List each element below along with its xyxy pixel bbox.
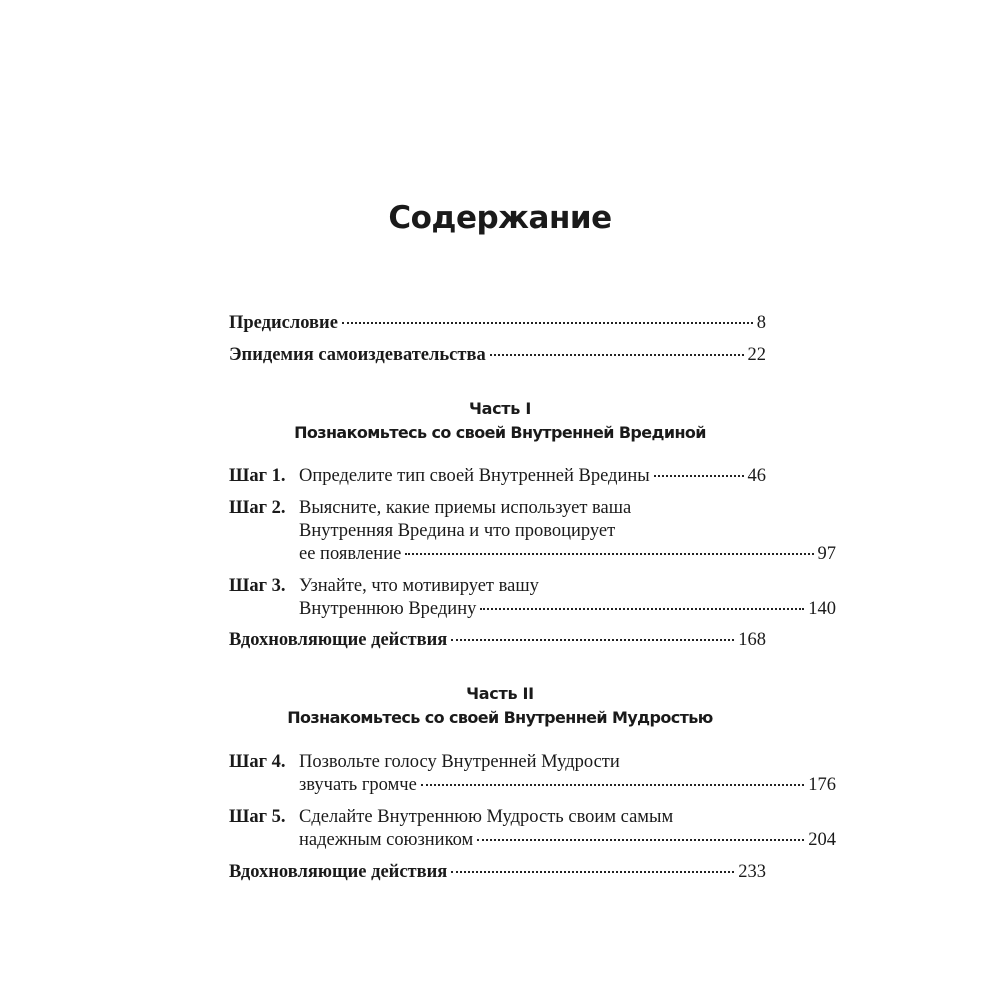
- entry-line: надежным союзником: [299, 830, 474, 850]
- page-number: 8: [756, 313, 766, 333]
- entry-title: Предисловие: [229, 313, 338, 333]
- dot-leader: [490, 354, 744, 356]
- dot-leader: [421, 784, 804, 786]
- entry-line: Сделайте Внутреннюю Мудрость своим самым: [299, 807, 674, 827]
- toc-entry-step-2[interactable]: [229, 497, 836, 566]
- toc-entry-actions-1[interactable]: [229, 629, 766, 652]
- entry-line: Внутренняя Вредина и что провоцирует: [299, 521, 616, 541]
- entry-line: Внутреннюю Вредину: [299, 599, 477, 619]
- dot-leader: [342, 322, 753, 324]
- page-number: 22: [747, 345, 766, 365]
- entry-line: Определите тип своей Внутренней Вредины: [299, 466, 650, 486]
- step-label: Шаг 3.: [229, 576, 286, 596]
- dot-leader: [477, 839, 804, 841]
- part-title: Познакомьтесь со своей Внутренней Врединой: [294, 423, 706, 442]
- page-number: 97: [817, 544, 836, 564]
- page-number: 140: [808, 599, 836, 619]
- entry-title: Вдохновляющие действия: [229, 630, 448, 650]
- entry-title: Вдохновляющие действия: [229, 862, 448, 882]
- dot-leader: [480, 608, 804, 610]
- dot-leader: [654, 475, 744, 477]
- toc-entry-step-5[interactable]: [229, 806, 836, 852]
- entry-line: ее появление: [299, 544, 402, 564]
- toc-entry-epidemic[interactable]: [229, 344, 766, 367]
- entry-line: звучать громче: [299, 775, 417, 795]
- step-label: Шаг 2.: [229, 498, 286, 518]
- toc-entry-step-4[interactable]: [229, 751, 836, 797]
- step-label: Шаг 1.: [229, 466, 286, 486]
- page-number: 233: [738, 862, 766, 882]
- toc-entry-preface[interactable]: [229, 312, 766, 335]
- toc-entry-actions-2[interactable]: [229, 861, 766, 884]
- part-1-heading: [0, 397, 1000, 445]
- step-label: Шаг 5.: [229, 807, 286, 827]
- page-number: 46: [747, 466, 766, 486]
- entry-line: Выясните, какие приемы использует ваша: [299, 498, 632, 518]
- part-number: Часть II: [466, 684, 534, 703]
- toc-entry-step-1[interactable]: [229, 465, 766, 488]
- part-2-heading: [0, 682, 1000, 730]
- dot-leader: [451, 871, 734, 873]
- page-number: 176: [808, 775, 836, 795]
- part-number: Часть I: [468, 399, 532, 418]
- page-title: Содержание: [388, 200, 612, 236]
- dot-leader: [451, 639, 734, 641]
- page-number: 204: [808, 830, 836, 850]
- dot-leader: [405, 553, 813, 555]
- entry-line: Позвольте голосу Внутренней Мудрости: [299, 752, 620, 772]
- entry-title: Эпидемия самоиздевательства: [229, 345, 486, 365]
- entry-line: Узнайте, что мотивирует вашу: [299, 576, 539, 596]
- part-title: Познакомьтесь со своей Внутренней Мудростью: [287, 708, 713, 727]
- page-number: 168: [738, 630, 766, 650]
- toc-entry-step-3[interactable]: [229, 575, 836, 621]
- step-label: Шаг 4.: [229, 752, 286, 772]
